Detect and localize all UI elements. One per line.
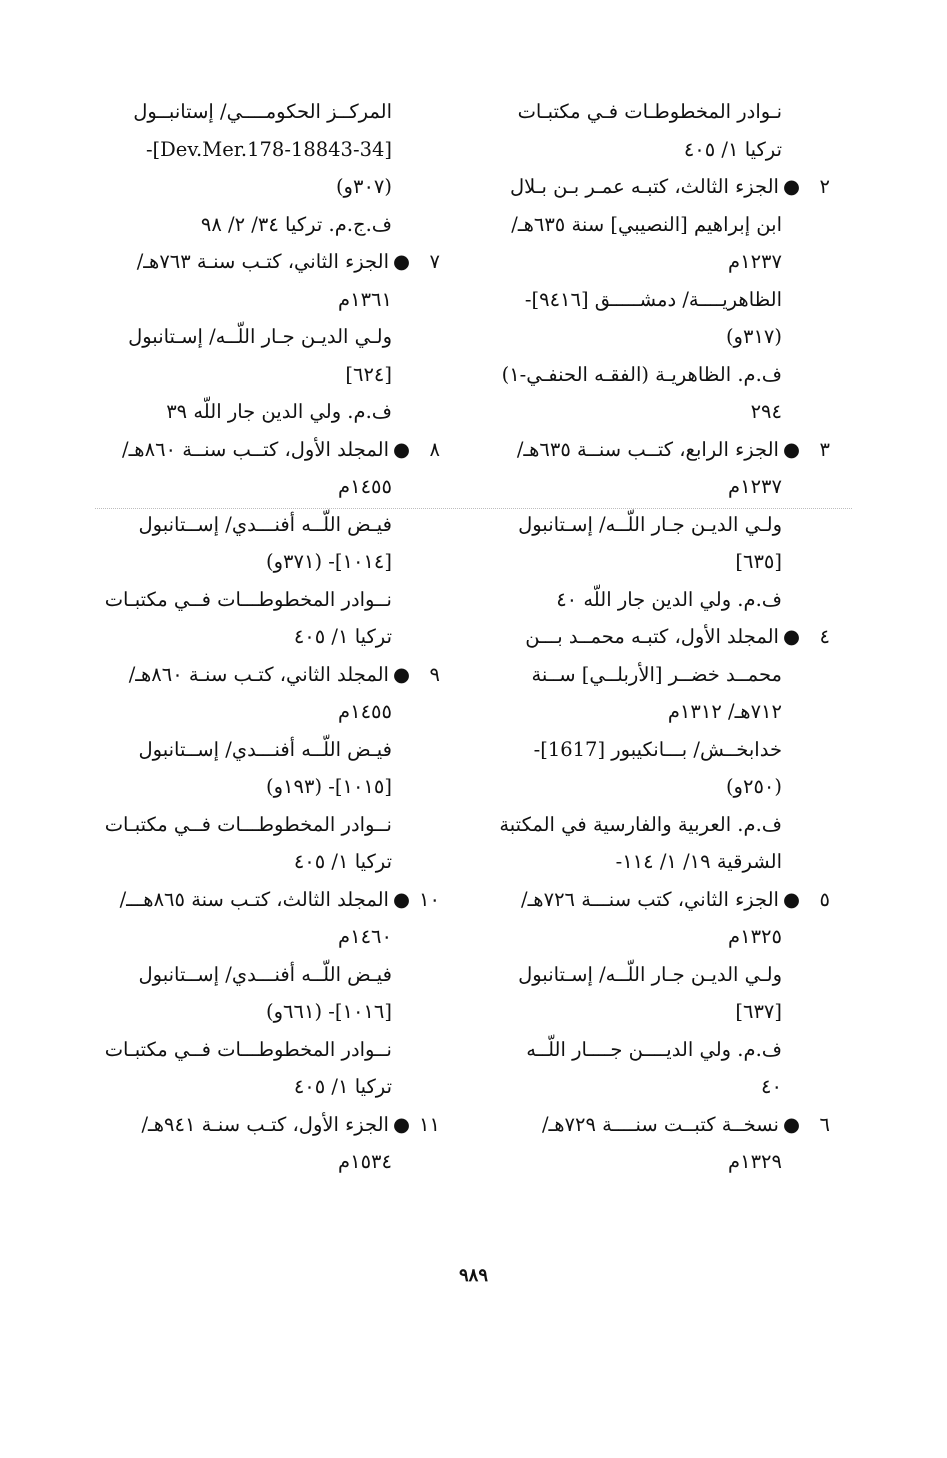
entry-number: ١١ — [419, 1112, 440, 1136]
entry-line — [95, 1031, 440, 1069]
line-text: ولـي الديـن جـار اللّــه/ إسـتانبول — [518, 512, 782, 536]
line-text: الجزء الثاني، كتـب سنـة ٧٦٣هـ/ — [136, 250, 389, 273]
line-text: ١٥٣٤م — [338, 1150, 392, 1173]
line-text: تركيا ١/ ٤٠٥ — [293, 625, 392, 648]
bullet-icon: ● — [782, 437, 800, 461]
line-text: [34-Dev.Mer.178-18843]- — [145, 137, 392, 161]
entry-line — [485, 806, 830, 844]
entry-number: ٤ — [819, 625, 830, 648]
entry-first-line — [485, 1106, 830, 1144]
entry-line — [485, 656, 830, 694]
line-text: نــوادر المخطوطـــات فــي مكتبـات — [104, 1037, 392, 1061]
entry-number: ٢ — [819, 175, 830, 198]
line-text: ف.م. ولي الدين جار اللّه ٣٩ — [166, 400, 392, 423]
line-text: المجلد الثاني، كتـب سنـة ٨٦٠هـ/ — [128, 662, 389, 686]
line-text: ابن إبراهيم [النصيبي] سنة ٦٣٥هـ/ — [511, 212, 782, 236]
entry-first-line — [95, 243, 440, 281]
line-text: تركيا ١/ ٤٠٥ — [293, 1075, 392, 1098]
entry-line — [95, 93, 440, 131]
entry-line — [95, 806, 440, 844]
line-text: نسخــة كتبــت سنــــة ٧٢٩هـ/ — [541, 1112, 779, 1136]
entry-number: ٧ — [429, 250, 440, 273]
entry-line — [95, 356, 440, 394]
line-text: المركــز الحكومــــي/ إستانبــول — [133, 100, 392, 123]
entry-line — [485, 843, 830, 881]
line-text: فيـض اللّــه أفنـــدي/ إســتانبول — [138, 512, 392, 536]
left-column — [95, 93, 440, 1181]
bullet-icon: ● — [782, 175, 800, 198]
entry-line — [95, 581, 440, 619]
entry-line — [485, 393, 830, 431]
line-text: ١٣٢٥م — [728, 925, 782, 948]
entry-line — [95, 956, 440, 994]
bullet-icon: ● — [392, 1112, 410, 1136]
entry-first-line — [95, 1106, 440, 1144]
line-text: الشرقية ١٩/ ١/ ١١٤- — [615, 850, 782, 873]
entry-line — [485, 543, 830, 581]
entry-line — [95, 206, 440, 244]
line-text: [٦٣٧] — [735, 1000, 782, 1023]
line-text: ١٤٦٠م — [338, 925, 392, 948]
entry-line — [95, 168, 440, 206]
entry-line — [485, 768, 830, 806]
bullet-icon: ● — [782, 625, 800, 648]
line-text: نــوادر المخطوطـــات فــي مكتبـات — [104, 587, 392, 611]
entry-line — [95, 281, 440, 319]
line-text: الجزء الثالث، كتبـه عمـر بـن بـلال — [510, 175, 779, 198]
line-text: ٢٩٤ — [750, 400, 782, 423]
bullet-icon: ● — [782, 887, 800, 911]
line-text: [٦٢٤] — [345, 362, 392, 386]
line-text: ١٤٥٥م — [338, 475, 392, 498]
line-text: تركيا ١/ ٤٠٥ — [683, 137, 782, 161]
entry-line — [485, 318, 830, 356]
line-text: الجزء الرابع، كتــب سنــة ٦٣٥هـ/ — [516, 437, 779, 461]
entry-number: ١٠ — [419, 887, 440, 911]
line-text: الجزء الثاني، كتب سنـــة ٧٢٦هـ/ — [521, 887, 779, 911]
line-text: ٧١٢هـ/ ١٣١٢م — [667, 700, 782, 723]
line-text: ١٢٣٧م — [728, 475, 782, 498]
line-text: ولـي الديـن جـار اللّــه/ إسـتانبول — [518, 962, 782, 986]
line-text: [١٠١٦]- (٦٦١و) — [266, 1000, 392, 1023]
entry-line — [95, 731, 440, 769]
bullet-icon: ● — [392, 662, 410, 686]
entry-first-line — [95, 881, 440, 919]
line-text: الظاهريــــة/ دمشـــــق [٩٤١٦]- — [524, 287, 782, 311]
entry-line — [95, 843, 440, 881]
entry-first-line — [485, 168, 830, 206]
line-text: نـوادر المخطوطـات فـي مكتبـات — [517, 100, 782, 123]
entry-line — [485, 131, 830, 169]
entry-line — [485, 281, 830, 319]
line-text: ١٣٦١م — [338, 287, 392, 311]
line-text: [١٠١٤]- (٣٧١و) — [266, 550, 392, 573]
line-text: فيـض اللّــه أفنـــدي/ إســتانبول — [138, 962, 392, 986]
entry-line — [95, 468, 440, 506]
entry-number: ٩ — [429, 662, 440, 686]
entry-line — [485, 956, 830, 994]
entry-line — [485, 206, 830, 244]
line-text: ف.م. الظاهريـة (الفقـه الحنفـي-١) — [501, 362, 782, 386]
line-text: المجلد الثالث، كتـب سنة ٨٦٥هـــ/ — [119, 887, 389, 911]
entry-number: ٥ — [819, 887, 830, 911]
line-text: ف.ج.م. تركيا ٣٤/ ٢/ ٩٨ — [200, 212, 392, 236]
line-text: نــوادر المخطوطـــات فــي مكتبـات — [104, 812, 392, 836]
entry-first-line — [485, 881, 830, 919]
bullet-icon: ● — [392, 437, 410, 461]
entry-line — [485, 93, 830, 131]
entry-first-line — [485, 431, 830, 469]
entry-line — [485, 356, 830, 394]
entry-number: ٨ — [429, 437, 440, 461]
line-text: ١٣٢٩م — [728, 1150, 782, 1173]
bullet-icon: ● — [782, 1112, 800, 1136]
line-text: المجلد الأول، كتــب سنــة ٨٦٠هـ/ — [122, 437, 389, 461]
line-text: تركيا ١/ ٤٠٥ — [293, 850, 392, 873]
line-text: (٣١٧و) — [725, 325, 782, 348]
entry-line — [95, 918, 440, 956]
line-text: الجزء الأول، كتـب سنـة ٩٤١هـ/ — [141, 1112, 389, 1136]
entry-line — [95, 768, 440, 806]
entry-number: ٦ — [819, 1112, 830, 1136]
entry-line — [95, 318, 440, 356]
line-text: ٤٠ — [761, 1075, 782, 1098]
entry-line — [95, 993, 440, 1031]
entry-line — [95, 1143, 440, 1181]
entry-line — [485, 693, 830, 731]
entry-first-line — [95, 431, 440, 469]
line-text: ١٤٥٥م — [338, 700, 392, 723]
entry-line — [95, 618, 440, 656]
entry-line — [485, 731, 830, 769]
line-text: (٢٥٠و) — [725, 775, 782, 798]
right-column — [485, 93, 830, 1181]
entry-line — [95, 543, 440, 581]
line-text: [٦٣٥] — [735, 550, 782, 573]
line-text: فيـض اللّــه أفنـــدي/ إســتانبول — [138, 737, 392, 761]
entry-line — [485, 468, 830, 506]
entry-number: ٣ — [819, 437, 830, 461]
entry-line — [485, 581, 830, 619]
line-text: ف.م. ولي الديــــن جــــار اللّــه — [526, 1037, 782, 1061]
entry-line — [95, 506, 440, 544]
line-text: ف.م. ولي الدين جار اللّه ٤٠ — [556, 587, 782, 611]
entry-line — [485, 1031, 830, 1069]
line-text: ف.م. العربية والفارسية في المكتبة — [499, 812, 782, 836]
bullet-icon: ● — [392, 250, 410, 273]
entry-line — [485, 1068, 830, 1106]
entry-line — [95, 393, 440, 431]
entry-line — [485, 1143, 830, 1181]
line-text: المجلد الأول، كتبـه محمــد بـــن — [525, 625, 779, 648]
entry-first-line — [95, 656, 440, 694]
page-number: ٩٨٩ — [458, 1265, 488, 1286]
entry-line — [95, 1068, 440, 1106]
line-text: (٣٠٧و) — [335, 175, 392, 198]
line-text: محمــد خضــر [الأربلــي] ســنة — [531, 662, 782, 686]
bullet-icon: ● — [392, 887, 410, 911]
entry-line — [485, 993, 830, 1031]
entry-first-line — [485, 618, 830, 656]
line-text: خدابخــش/ بـــانكيبور [1617]- — [533, 737, 782, 761]
entry-line — [485, 243, 830, 281]
entry-line — [485, 506, 830, 544]
entry-line — [95, 693, 440, 731]
line-text: ولـي الديـن جـار اللّــه/ إسـتانبول — [128, 325, 392, 348]
entry-line — [95, 131, 440, 169]
line-text: ١٢٣٧م — [728, 250, 782, 273]
dotted-separator — [95, 508, 852, 509]
line-text: [١٠١٥]- (١٩٣و) — [266, 775, 392, 798]
entry-line — [485, 918, 830, 956]
